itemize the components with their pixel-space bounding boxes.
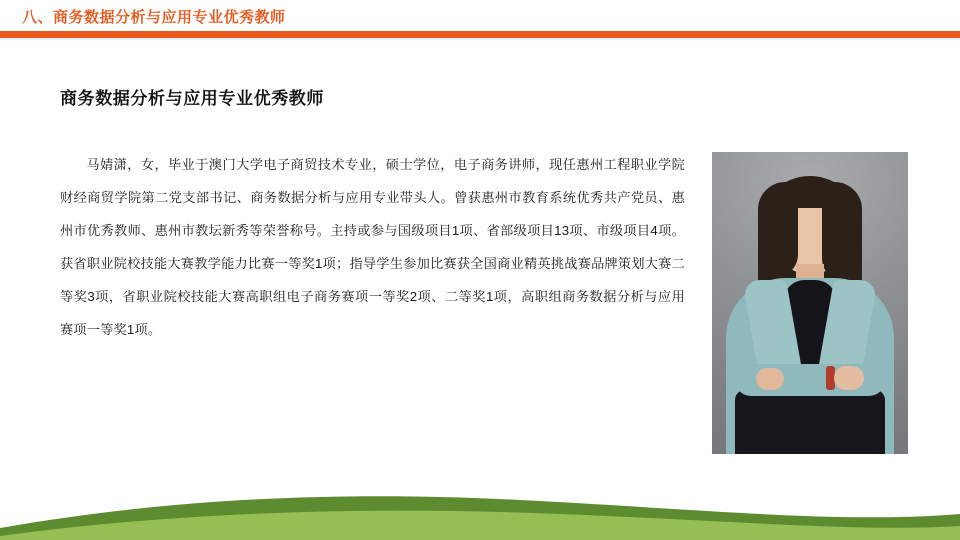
page-title: 商务数据分析与应用专业优秀教师	[60, 89, 324, 108]
header-divider	[0, 38, 960, 40]
portrait-hair-right	[822, 182, 862, 282]
portrait-hair-left	[758, 182, 798, 278]
portrait-skirt	[735, 390, 885, 454]
slide-header	[0, 0, 960, 40]
portrait-hand-left	[834, 366, 864, 390]
footer-decoration	[0, 484, 960, 540]
portrait-hand-right	[756, 368, 784, 390]
section-title: 八、商务数据分析与应用专业优秀教师	[22, 9, 286, 26]
teacher-portrait-photo	[712, 152, 908, 454]
teacher-biography: 马婧潇，女，毕业于澳门大学电子商贸技术专业，硕士学位，电子商务讲师，现任惠州工程职业学院财经商贸学院第二党支部书记、商务数据分析与应用专业带头人。曾获惠州市教育系统优秀共产党员、惠州市优秀教师、惠州市教坛新秀等荣誉称号。主持或参与国级项目1项、省部级项目13项、市级项目4项。获省职业院校技能大赛教学能力比赛一等奖1项；指导学生参加比赛获全国商业精英挑战赛品牌策划大赛二等奖3项，省职业院校技能大赛高职组电子商务赛项一等奖2项、二等奖1项，高职组商务数据分析与应用赛项一等奖1项。	[60, 157, 685, 337]
header-accent-rule	[0, 31, 960, 38]
footer-wave-svg	[0, 484, 960, 540]
